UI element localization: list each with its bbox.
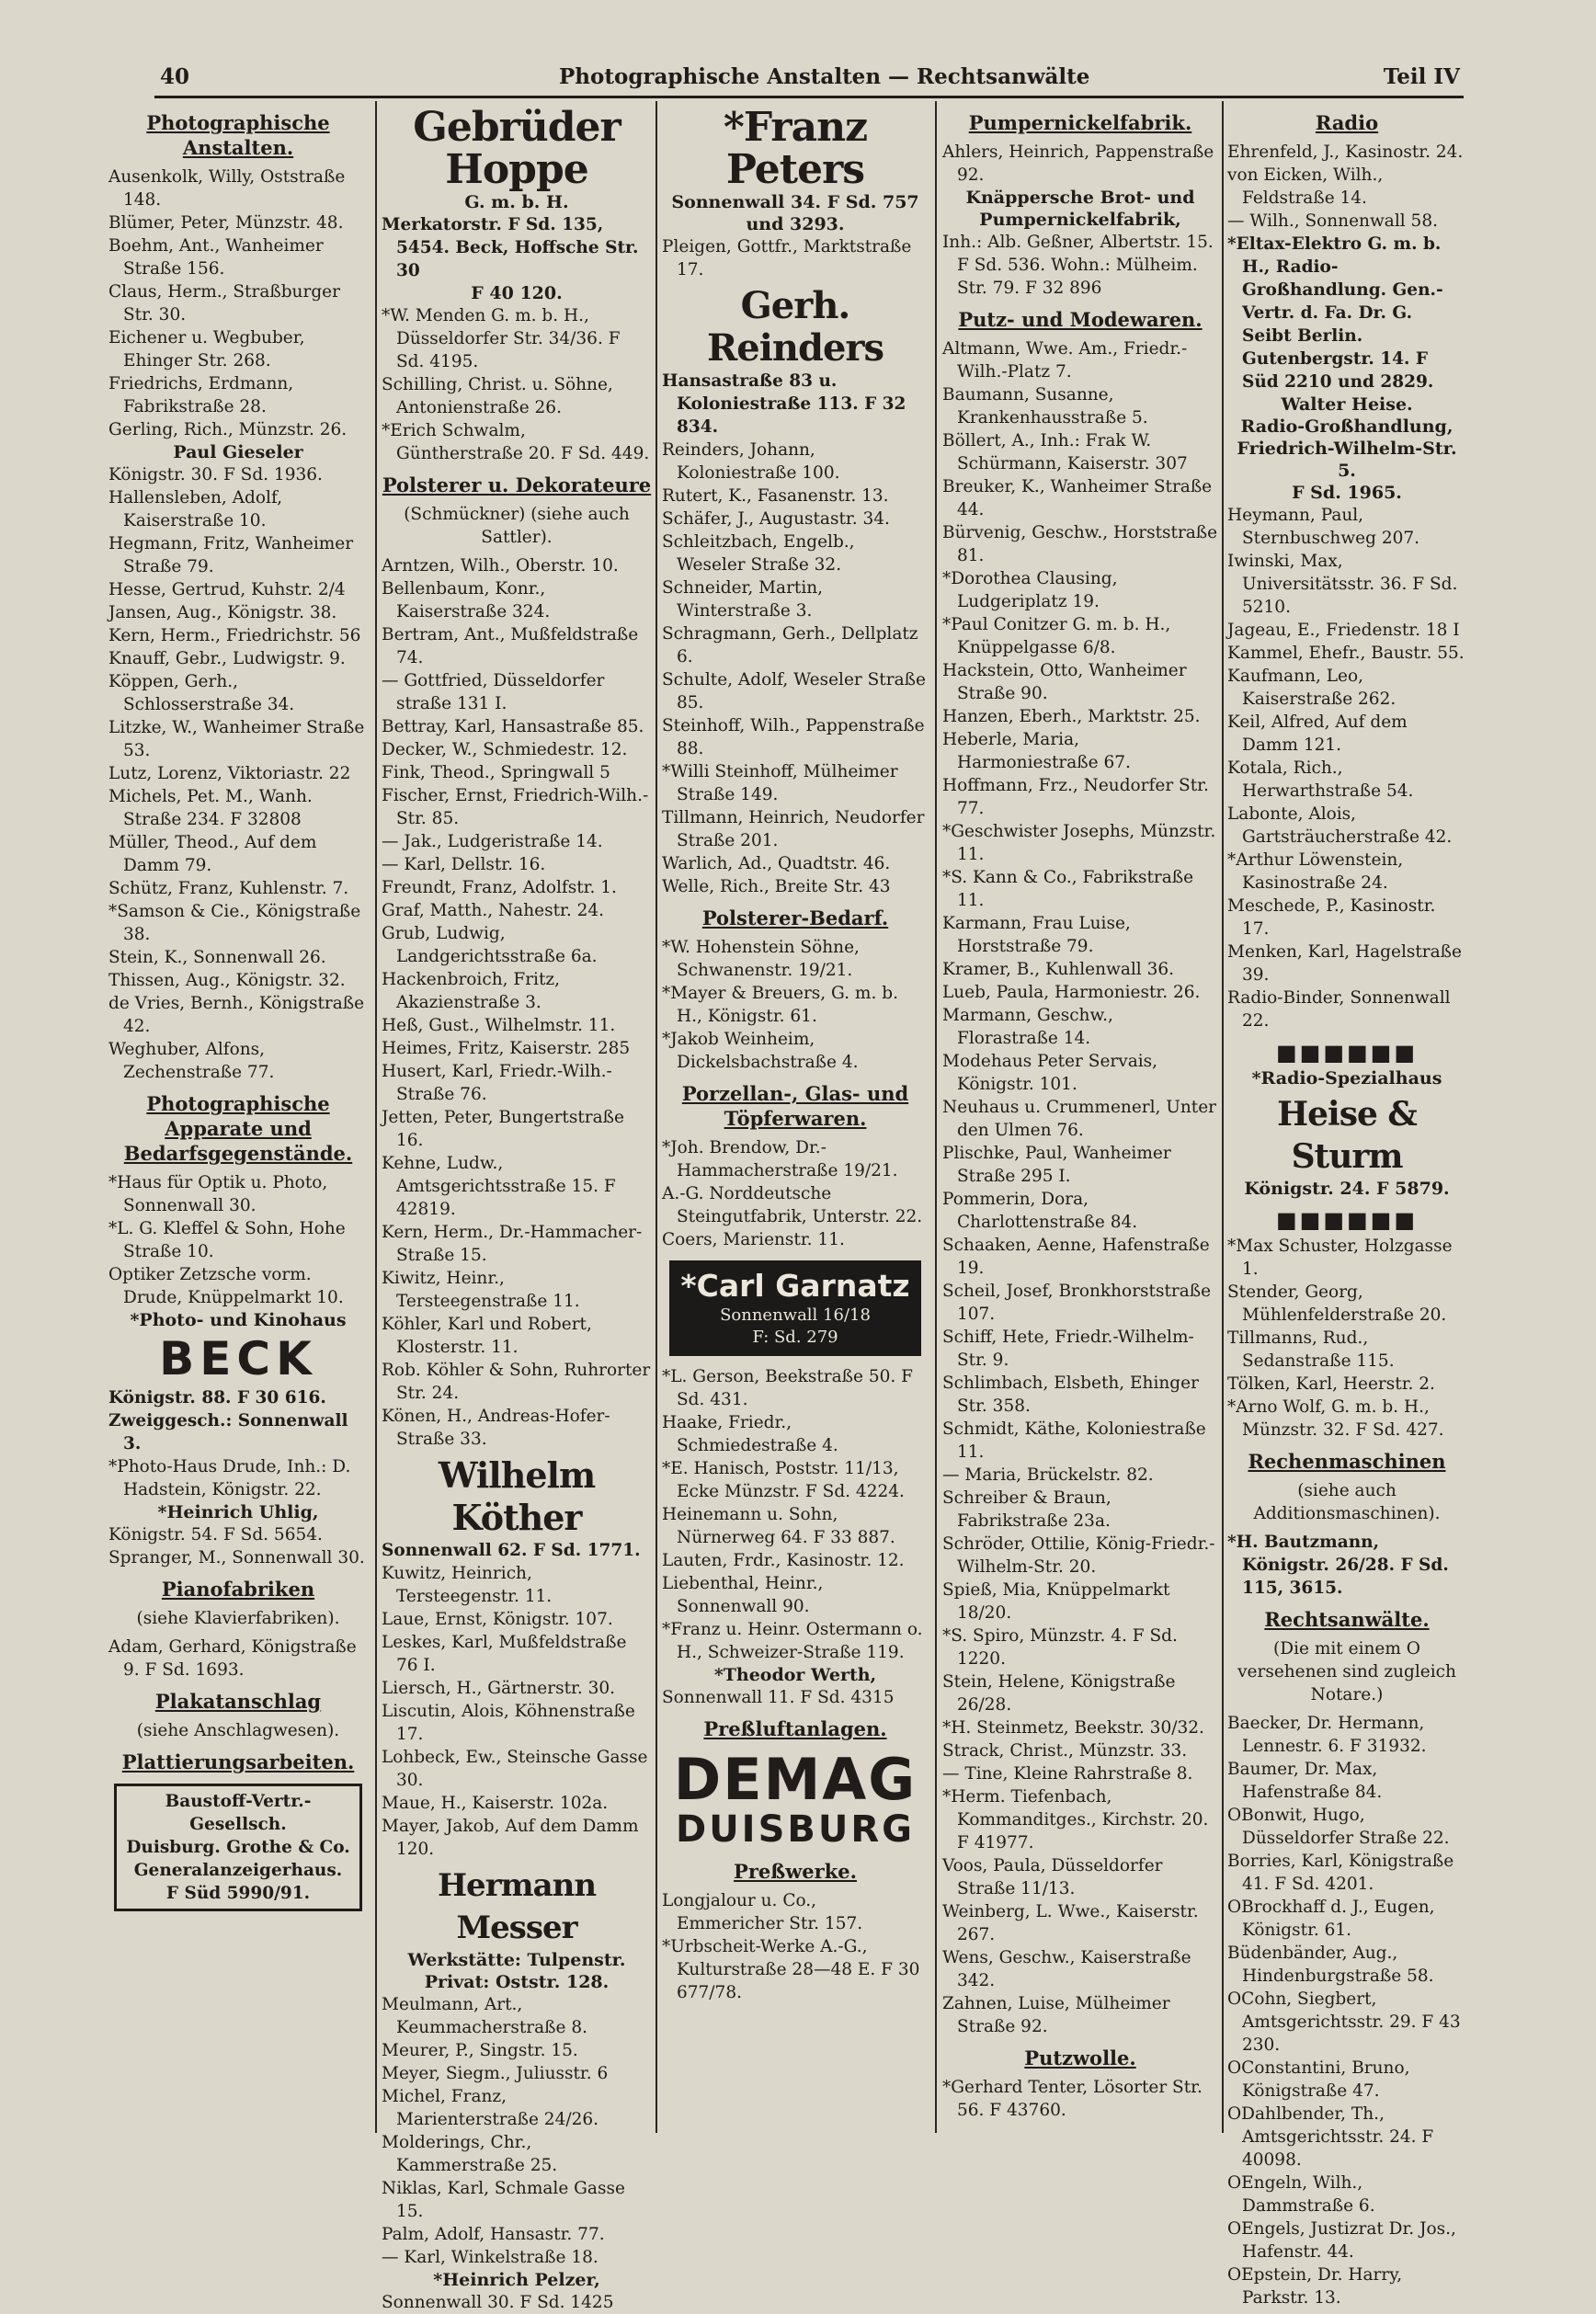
directory-entry: Scheil, Josef, Bronkhorststraße 107.: [942, 1282, 1212, 1324]
directory-entry: *Geschwister Josephs, Münzstr. 11.: [942, 822, 1216, 864]
directory-entry: Spranger, M., Sonnenwall 30.: [108, 1548, 365, 1567]
ad-address: Königstr. 24. F 5879.: [1244, 1179, 1450, 1199]
ad-line: Merkatorstr. F Sd. 135, 5454. Beck, Hoffsche Str. 30: [382, 215, 639, 280]
entry-list: [108, 1455, 368, 1501]
advert-box: [114, 1784, 362, 1911]
entry-list: [942, 231, 1218, 300]
directory-entry: Michels, Pet. M., Wanh. Straße 234. F 32808: [108, 787, 313, 829]
directory-entry: Friedrichs, Erdmann, Fabrikstraße 28.: [108, 374, 294, 416]
directory-entry: Molderings, Chr., Kammerstraße 25.: [382, 2133, 558, 2175]
ad-line: Radio-Großhandlung,: [1240, 416, 1454, 437]
directory-entry: *L. Gerson, Beekstraße 50. F Sd. 431.: [662, 1367, 914, 1409]
section-note: (siehe auch Additionsmaschinen).: [1253, 1481, 1441, 1523]
directory-entry: Voos, Paula, Düsseldorfer Straße 11/13.: [942, 1856, 1163, 1898]
ad-name: *Heinrich Uhlig,: [157, 1502, 319, 1522]
directory-entry: *H. Steinmetz, Beekstr. 30/32.: [942, 1718, 1204, 1738]
ad-address: Königstr. 30. F Sd. 1936.: [108, 465, 323, 484]
directory-entry: Schleitzbach, Engelb., Weseler Straße 32.: [662, 532, 855, 575]
directory-entry: Niklas, Karl, Schmale Gasse 15.: [382, 2179, 625, 2221]
directory-entry: — Wilh., Sonnenwall 58.: [1227, 211, 1438, 231]
directory-entry: — Tine, Kleine Rahrstraße 8.: [942, 1764, 1193, 1784]
directory-entry: Jansen, Aug., Königstr. 38.: [108, 603, 337, 622]
ad-koether: Wilhelm Köther: [438, 1454, 596, 1538]
directory-entry: *Photo-Haus Drude, Inh.: D. Hadstein, Königstr. 22.: [108, 1457, 351, 1499]
entry-list: [662, 1136, 929, 1251]
directory-entry: OConstantini, Bruno, Königstraße 47.: [1227, 2058, 1410, 2101]
section-note: (Schmückner) (siehe auch Sattler).: [404, 505, 630, 547]
directory-entry: Knauff, Gebr., Ludwigstr. 9.: [108, 649, 346, 668]
directory-entry: Haake, Friedr., Schmiedestraße 4.: [662, 1413, 838, 1455]
directory-entry: Baumann, Susanne, Krankenhausstraße 5.: [942, 385, 1148, 427]
directory-entry: Schragmann, Gerh., Dellplatz 6.: [662, 624, 918, 667]
directory-entry: *L. G. Kleffel & Sohn, Hohe Straße 10.: [108, 1219, 346, 1261]
directory-entry: *Herm. Tiefenbach, Kommanditges., Kirchstr. 20. F 41977.: [942, 1787, 1209, 1852]
directory-entry: OBrockhaff d. J., Eugen, Königstr. 61.: [1227, 1898, 1435, 1940]
directory-entry: Könen, H., Andreas-Hofer-Straße 33.: [382, 1407, 610, 1449]
entry-list: [382, 304, 652, 465]
column-divider: [375, 101, 377, 2133]
header-rule: [154, 96, 1464, 98]
ad-line: Privat: Oststr. 128.: [424, 1972, 610, 1992]
directory-entry: Ausenkolk, Willy, Oststraße 148.: [108, 167, 346, 210]
column-4: [942, 103, 1218, 2135]
directory-entry: Wens, Geschw., Kaiserstraße 342.: [942, 1948, 1191, 1990]
column-divider: [935, 101, 937, 2133]
directory-entry: Jageau, E., Friedenstr. 18 I: [1227, 621, 1460, 640]
directory-entry: *Paul Conitzer G. m. b. H., Knüppelgasse 6/8.: [942, 615, 1171, 657]
directory-entry: *S. Spiro, Münzstr. 4. F Sd. 1220.: [942, 1626, 1178, 1669]
directory-entry: Bellenbaum, Konr., Kaiserstraße 324.: [382, 579, 551, 621]
entry-list: [108, 165, 368, 441]
directory-entry: Strack, Christ., Münzstr. 33.: [942, 1741, 1188, 1761]
directory-entry: Pleigen, Gottfr., Marktstraße 17.: [662, 237, 912, 279]
page-header: [154, 64, 1464, 97]
demag-logo: DEMAG: [673, 1746, 918, 1813]
ad-phone: F: Sd. 279: [752, 1328, 838, 1347]
entry-list: [108, 486, 368, 1084]
section-heading: Photographische Anstalten.: [146, 111, 330, 159]
ad-heise-sturm: Heise & Sturm: [1277, 1095, 1417, 1176]
directory-entry: Leskes, Karl, Mußfeldstraße 76 I.: [382, 1633, 627, 1675]
column-2: [382, 103, 652, 2312]
directory-entry: Karmann, Frau Luise, Horststraße 79.: [942, 914, 1131, 956]
section-heading: Polsterer-Bedarf.: [701, 906, 889, 929]
directory-entry: Kern, Herm., Friedrichstr. 56: [108, 626, 361, 645]
directory-entry: Kammel, Ehefr., Baustr. 55.: [1227, 644, 1465, 663]
decorative-blocks: ■■■■■■: [1275, 1207, 1419, 1233]
ad-bautzmann: *H. Bautzmann, Königstr. 26/28. F Sd. 115, 3615.: [1227, 1533, 1449, 1598]
directory-entry: Plischke, Paul, Wanheimer Straße 295 I.: [942, 1144, 1171, 1186]
directory-entry: Eichener u. Wegbuber, Ehinger Str. 268.: [108, 328, 305, 370]
ad-line: F 40 120.: [471, 283, 563, 303]
ad-name: *Carl Garnatz: [680, 1268, 910, 1304]
column-divider: [656, 101, 657, 2133]
directory-entry: Reinders, Johann, Koloniestraße 100.: [662, 440, 840, 483]
directory-entry: *Willi Steinhoff, Mülheimer Straße 149.: [662, 762, 898, 804]
directory-entry: *Joh. Brendow, Dr.-Hammacherstraße 19/21.: [662, 1138, 898, 1180]
directory-entry: OBonwit, Hugo, Düsseldorfer Straße 22.: [1227, 1806, 1450, 1848]
directory-entry: OCohn, Siegbert, Amtsgerichtsstr. 29. F 43 230.: [1227, 1989, 1461, 2055]
decorative-blocks: ■■■■■■: [1275, 1040, 1419, 1066]
directory-entry: Heberle, Maria, Harmoniestraße 67.: [942, 730, 1131, 772]
directory-entry: — Gottfried, Düsseldorfer straße 131 I.: [382, 671, 605, 713]
directory-entry: — Jak., Ludgeristraße 14.: [382, 832, 603, 851]
directory-entry: Schröder, Ottilie, König-Friedr.-Wilhelm-Str. 20.: [942, 1534, 1215, 1577]
directory-entry: Steinhoff, Wilh., Pappenstraße 88.: [662, 716, 925, 758]
ad-line: Friedrich-Wilhelm-Str. 5.: [1237, 439, 1457, 481]
directory-entry: Michel, Franz, Marienterstraße 24/26.: [382, 2087, 599, 2129]
directory-entry: Laue, Ernst, Königstr. 107.: [382, 1610, 613, 1629]
beck-logo: BECK: [159, 1332, 317, 1385]
box-line: Baustoff-Vertr.-Gesellsch.: [165, 1792, 312, 1834]
directory-entry: Warlich, Ad., Quadtstr. 46.: [662, 854, 891, 873]
directory-entry: Schilling, Christ. u. Söhne, Antonienstraße 26.: [382, 375, 613, 417]
section-heading: Polsterer u. Dekorateure: [382, 473, 652, 496]
column-1: [108, 103, 368, 2135]
directory-entry: Spieß, Mia, Knüppelmarkt 18/20.: [942, 1580, 1170, 1623]
ad-name: Knäppersche Brot- und Pumpernickelfabrik,: [965, 188, 1195, 230]
directory-entry: Schulte, Adolf, Weseler Straße 85.: [662, 670, 926, 712]
directory-entry: *Max Schuster, Holzgasse 1.: [1227, 1237, 1453, 1279]
directory-entry: *Samson & Cie., Königstraße 38.: [108, 902, 361, 944]
directory-entry: von Eicken, Wilh., Feldstraße 14.: [1227, 165, 1384, 208]
directory-entry: Heinemann u. Sohn, Nürnerweg 64. F 33 887.: [662, 1505, 895, 1547]
directory-entry: Böllert, A., Inh.: Frak W. Schürmann, Kaiserstr. 307: [942, 431, 1188, 473]
directory-entry: Pommerin, Dora, Charlottenstraße 84.: [942, 1190, 1138, 1232]
directory-entry: Litzke, W., Wanheimer Straße 53.: [108, 718, 365, 760]
entry-list: [1227, 504, 1466, 1032]
directory-entry: Menken, Karl, Hagelstraße 39.: [1227, 942, 1462, 985]
entry-list: [662, 439, 929, 898]
ad-address: Sonnenwall 62. F Sd. 1771.: [382, 1541, 641, 1560]
section-heading: Plattierungsarbeiten.: [121, 1750, 355, 1773]
directory-entry: — Maria, Brückelstr. 82.: [942, 1465, 1154, 1485]
directory-entry: Husert, Karl, Friedr.-Wilh.-Straße 76.: [382, 1062, 612, 1104]
section-heading: Preßwerke.: [734, 1860, 857, 1883]
directory-entry: Decker, W., Schmiedestr. 12.: [382, 740, 628, 759]
ad-name: *Theodor Werth,: [713, 1665, 877, 1685]
part-label: Teil IV: [1383, 64, 1460, 89]
section-heading: Pumpernickelfabrik.: [968, 111, 1192, 134]
entry-list: [942, 141, 1218, 187]
directory-entry: Schiff, Hete, Friedr.-Wilhelm-Str. 9.: [942, 1328, 1194, 1370]
directory-entry: Schmidt, Käthe, Koloniestraße 11.: [942, 1419, 1206, 1462]
directory-entry: *Dorothea Clausing, Ludgeriplatz 19.: [942, 569, 1118, 611]
directory-entry: Kotala, Rich., Herwarthstraße 54.: [1227, 758, 1414, 801]
section-note: (siehe Klavierfabriken).: [136, 1609, 340, 1628]
section-heading: Putzwolle.: [1024, 2046, 1136, 2069]
directory-entry: Schlimbach, Elsbeth, Ehinger Str. 358.: [942, 1374, 1199, 1416]
directory-entry: Hackenbroich, Fritz, Akazienstraße 3.: [382, 970, 561, 1012]
directory-entry: Baumer, Dr. Max, Hafenstraße 84.: [1227, 1760, 1383, 1802]
directory-entry: Heß, Gust., Wilhelmstr. 11.: [382, 1016, 616, 1035]
section-heading: Preßluftanlagen.: [703, 1717, 887, 1740]
directory-entry: Blümer, Peter, Münzstr. 48.: [108, 213, 344, 233]
directory-entry: Lutz, Lorenz, Viktoriastr. 22: [108, 764, 351, 783]
directory-entry: Liscutin, Alois, Köhnenstraße 17.: [382, 1702, 635, 1744]
directory-entry: Tillmann, Heinrich, Neudorfer Straße 201.: [662, 808, 925, 850]
directory-entry: Breuker, K., Wanheimer Straße 44.: [942, 477, 1213, 519]
directory-entry: A.-G. Norddeutsche Steingutfabrik, Unterstr. 22.: [662, 1184, 923, 1226]
directory-entry: *Arthur Löwenstein, Kasinostraße 24.: [1227, 850, 1404, 893]
directory-entry: Schreiber & Braun, Fabrikstraße 23a.: [942, 1488, 1112, 1531]
section-note: (siehe Anschlagwesen).: [136, 1721, 340, 1740]
ad-line: Walter Heise.: [1281, 394, 1413, 415]
directory-entry: Hoffmann, Frz., Neudorfer Str. 77.: [942, 776, 1209, 818]
directory-entry: *Jakob Weinheim, Dickelsbachstraße 4.: [662, 1030, 859, 1072]
box-line: Generalanzeigerhaus.: [133, 1861, 343, 1880]
directory-entry: Heimes, Fritz, Kaiserstr. 285: [382, 1039, 631, 1058]
directory-entry: Bertram, Ant., Mußfeldstraße 74.: [382, 625, 639, 667]
column-divider: [1222, 101, 1224, 2133]
directory-entry: *Franz u. Heinr. Ostermann o. H., Schweizer-Straße 119.: [662, 1620, 923, 1662]
directory-entry: ODahlbender, Th., Amtsgerichtsstr. 24. F 40098.: [1227, 2104, 1434, 2170]
directory-entry: Stein, K., Sonnenwall 26.: [108, 948, 326, 967]
directory-entry: Hackstein, Otto, Wanheimer Straße 90.: [942, 661, 1187, 703]
directory-entry: Meulmann, Art., Keummacherstraße 8.: [382, 1995, 588, 2037]
directory-entry: Borries, Karl, Königstraße 41. F Sd. 4201.: [1227, 1852, 1454, 1894]
directory-entry: OEngels, Justizrat Dr. Jos., Hafenstr. 44.: [1227, 2219, 1456, 2262]
entry-list: [1227, 1235, 1466, 1442]
directory-entry: Schneider, Martin, Winterstraße 3.: [662, 578, 824, 621]
directory-entry: Fink, Theod., Springwall 5: [382, 763, 610, 782]
directory-entry: Rutert, K., Fasanenstr. 13.: [662, 486, 889, 506]
directory-entry: Rob. Köhler & Sohn, Ruhrorter Str. 24.: [382, 1361, 651, 1403]
section-heading: Photographische Apparate und Bedarfsgegenstände.: [123, 1092, 353, 1165]
directory-entry: Köhler, Karl und Robert, Klosterstr. 11.: [382, 1315, 592, 1357]
directory-entry: *Mayer & Breuers, G. m. b. H., Königstr. 61.: [662, 984, 898, 1026]
directory-entry: — Karl, Winkelstraße 18.: [382, 2248, 598, 2267]
ad-address: Zweiggesch.: Sonnenwall 3.: [108, 1411, 348, 1453]
directory-entry: Longjalour u. Co., Emmericher Str. 157.: [662, 1891, 863, 1933]
directory-entry: Inh.: Alb. Geßner, Albertstr. 15. F Sd. 536. Wohn.: Mülheim. Str. 79. F 32 896: [942, 233, 1214, 298]
directory-entry: OEngeln, Wilh., Dammstraße 6.: [1227, 2173, 1375, 2216]
ad-garnatz: [669, 1260, 921, 1356]
directory-entry: Lueb, Paula, Harmoniestr. 26.: [942, 983, 1201, 1002]
directory-entry: Modehaus Peter Servais, Königstr. 101.: [942, 1052, 1158, 1094]
directory-entry: Freundt, Franz, Adolfstr. 1.: [382, 878, 617, 897]
directory-entry: *Arno Wolf, G. m. b. H., Münzstr. 32. F Sd. 427.: [1227, 1397, 1444, 1440]
directory-entry: Kehne, Ludw., Amtsgerichtsstraße 15. F 42819.: [382, 1154, 616, 1219]
directory-entry: Radio-Binder, Sonnenwall 22.: [1227, 988, 1451, 1031]
ad-messer: Hermann Messer: [437, 1867, 597, 1946]
section-heading: Radio: [1315, 111, 1379, 134]
directory-entry: Schaaken, Aenne, Hafenstraße 19.: [942, 1236, 1210, 1278]
entry-list: [108, 1171, 368, 1309]
directory-entry: Lauten, Frdr., Kasinostr. 12.: [662, 1551, 905, 1570]
ad-line: Sonnenwall 34. F Sd. 757 und 3293.: [671, 192, 919, 234]
section-heading: Plakatanschlag: [154, 1690, 322, 1713]
ad-address: Sonnenwall 30. F Sd. 1425: [382, 2293, 614, 2312]
directory-entry: Meschede, P., Kasinostr. 17.: [1227, 896, 1436, 939]
directory-entry: — Karl, Dellstr. 16.: [382, 855, 546, 874]
ad-reinders: Gerh. Reinders: [707, 284, 884, 370]
directory-entry: Meurer, P., Singstr. 15.: [382, 2041, 578, 2060]
directory-entry: *S. Kann & Co., Fabrikstraße 11.: [942, 868, 1194, 910]
directory-entry: Hesse, Gertrud, Kuhstr. 2/4: [108, 580, 346, 599]
ad-name: Paul Gieseler: [173, 442, 303, 462]
directory-entry: Kiwitz, Heinr., Tersteegenstraße 11.: [382, 1269, 580, 1311]
directory-entry: Palm, Adolf, Hansastr. 77.: [382, 2225, 605, 2244]
directory-entry: Hanzen, Eberh., Marktstr. 25.: [942, 707, 1201, 726]
directory-entry: Gerling, Rich., Münzstr. 26.: [108, 420, 348, 439]
directory-entry: *Erich Schwalm, Güntherstraße 20. F Sd. 449.: [382, 421, 650, 463]
directory-entry: Meyer, Siegm., Juliusstr. 6: [382, 2064, 609, 2083]
directory-entry: Ehrenfeld, J., Kasinostr. 24.: [1227, 142, 1464, 162]
column-3: [662, 103, 929, 2135]
directory-entry: Köppen, Gerh., Schlosserstraße 34.: [108, 672, 295, 714]
directory-entry: *Gerhard Tenter, Lösorter Str. 56. F 43760.: [942, 2078, 1203, 2120]
entry-list: [108, 1546, 368, 1569]
directory-entry: Hegmann, Fritz, Wanheimer Straße 79.: [108, 534, 354, 576]
directory-entry: Welle, Rich., Breite Str. 43: [662, 877, 891, 896]
entry-list: [942, 2076, 1218, 2122]
entry-list: [662, 936, 929, 1074]
directory-entry: Adam, Gerhard, Königstraße 9. F Sd. 1693.: [108, 1637, 357, 1680]
entry-list: [1227, 1712, 1466, 2309]
entry-list: [662, 1365, 929, 1664]
ad-peters: *Franz Peters: [723, 104, 868, 193]
directory-entry: Stender, Georg, Mühlenfelderstraße 20.: [1227, 1282, 1447, 1325]
ad-address: Sonnenwall 16/18: [720, 1305, 871, 1325]
ad-name: *Heinrich Pelzer,: [433, 2270, 600, 2290]
directory-entry: Tölken, Karl, Heerstr. 2.: [1227, 1374, 1435, 1394]
directory-entry: Arntzen, Wilh., Oberstr. 10.: [382, 556, 619, 576]
directory-entry: Tillmanns, Rud., Sedanstraße 115.: [1227, 1328, 1395, 1371]
entry-list: [1227, 141, 1466, 233]
directory-entry: Claus, Herm., Straßburger Str. 30.: [108, 282, 340, 325]
directory-entry: Ahlers, Heinrich, Pappenstraße 92.: [942, 142, 1214, 185]
ad-subtitle: G. m. b. H.: [464, 192, 569, 212]
ad-address: Königstr. 88. F 30 616.: [108, 1388, 326, 1408]
ad-eltax: *Eltax-Elektro G. m. b. H., Radio-Großhandlung. Gen.-Vertr. d. Fa. Dr. G. Seibt Berlin. Gutenbergstr. 14. F Süd 2210 und 2829.: [1227, 234, 1443, 392]
directory-entry: Schäfer, J., Augustastr. 34.: [662, 509, 890, 529]
page-number: 40: [160, 64, 190, 89]
directory-entry: Fischer, Ernst, Friedrich-Wilh.-Str. 85.: [382, 786, 649, 828]
ad-line: Werkstätte: Tulpenstr.: [407, 1950, 626, 1970]
section-heading: Rechtsanwälte.: [1264, 1608, 1430, 1631]
section-heading: Putz- und Modewaren.: [958, 308, 1203, 331]
running-title: Photographische Anstalten — Rechtsanwälte: [559, 64, 1090, 89]
directory-entry: de Vries, Bernh., Königstraße 42.: [108, 994, 365, 1036]
directory-entry: Coers, Marienstr. 11.: [662, 1230, 845, 1249]
directory-entry: Müller, Theod., Auf dem Damm 79.: [108, 833, 317, 875]
directory-entry: Baecker, Dr. Hermann, Lennestr. 6. F 31932.: [1227, 1714, 1427, 1756]
directory-entry: Zahnen, Luise, Mülheimer Straße 92.: [942, 1994, 1170, 2036]
directory-entry: Marmann, Geschw., Florastraße 14.: [942, 1006, 1113, 1048]
entry-list: [108, 1636, 368, 1681]
directory-entry: Stein, Helene, Königstraße 26/28.: [942, 1672, 1176, 1715]
directory-entry: Weinberg, L. Wwe., Kaiserstr. 267.: [942, 1902, 1199, 1944]
ad-demag: [662, 1746, 929, 1851]
directory-entry: *W. Hohenstein Söhne, Schwanenstr. 19/21.: [662, 938, 860, 980]
directory-entry: Iwinski, Max, Universitätsstr. 36. F Sd. 5210.: [1227, 552, 1458, 617]
directory-entry: Hallensleben, Adolf, Kaiserstraße 10.: [108, 488, 283, 530]
directory-entry: Schütz, Franz, Kuhlenstr. 7.: [108, 879, 349, 898]
directory-entry: *E. Hanisch, Poststr. 11/13, Ecke Münzstr. F Sd. 4224.: [662, 1459, 905, 1501]
entry-list: [942, 337, 1218, 2038]
directory-entry: Kramer, B., Kuhlenwall 36.: [942, 960, 1175, 979]
entry-list: [382, 554, 652, 1451]
ad-hoppe: Gebrüder Hoppe: [413, 104, 621, 193]
directory-entry: Optiker Zetzsche vorm. Drude, Knüppelmarkt 10.: [108, 1265, 344, 1307]
section-heading: Porzellan-, Glas- und Töpferwaren.: [681, 1082, 909, 1130]
ad-address: Sonnenwall 11. F Sd. 4315: [662, 1688, 895, 1707]
ad-address: Hansastraße 83 u. Koloniestraße 113. F 32 834.: [662, 371, 906, 437]
directory-entry: *Urbscheit-Werke A.-G., Kulturstraße 28—48 E. F 30 677/78.: [662, 1937, 920, 2002]
directory-entry: Kern, Herm., Dr.-Hammacher-Straße 15.: [382, 1223, 643, 1265]
directory-entry: Bettray, Karl, Hansastraße 85.: [382, 717, 644, 736]
directory-entry: Liersch, H., Gärtnerstr. 30.: [382, 1679, 616, 1698]
ad-heading: *Radio-Spezialhaus: [1251, 1068, 1442, 1089]
entry-list: [382, 1993, 652, 2269]
demag-city: DUISBURG: [676, 1808, 915, 1851]
directory-entry: Bürvenig, Geschw., Horststraße 81.: [942, 523, 1218, 565]
entry-list: [662, 235, 929, 281]
directory-entry: Liebenthal, Heinr., Sonnenwall 90.: [662, 1574, 824, 1616]
directory-entry: Heymann, Paul, Sternbuschweg 207.: [1227, 506, 1420, 548]
directory-entry: Maue, H., Kaiserstr. 102a.: [382, 1794, 609, 1813]
column-5: [1227, 103, 1466, 2308]
directory-entry: Labonte, Alois, Gartsträucherstraße 42.: [1227, 804, 1453, 847]
directory-entry: Kuwitz, Heinrich, Tersteegenstr. 11.: [382, 1564, 553, 1606]
entry-list: [382, 1562, 652, 1861]
directory-entry: Lohbeck, Ew., Steinsche Gasse 30.: [382, 1748, 648, 1790]
entry-list: [662, 1889, 929, 2004]
directory-entry: Thissen, Aug., Königstr. 32.: [108, 971, 346, 990]
directory-entry: Kaufmann, Leo, Kaiserstraße 262.: [1227, 667, 1396, 709]
section-heading: Rechenmaschinen: [1248, 1450, 1446, 1473]
box-line: F Süd 5990/91.: [165, 1884, 311, 1903]
directory-entry: Graf, Matth., Nahestr. 24.: [382, 901, 604, 920]
directory-entry: Keil, Alfred, Auf dem Damm 121.: [1227, 712, 1408, 755]
directory-entry: Grub, Ludwig, Landgerichtsstraße 6a.: [382, 924, 598, 966]
directory-entry: Neuhaus u. Crummenerl, Unter den Ulmen 76.: [942, 1098, 1217, 1140]
directory-entry: *W. Menden G. m. b. H., Düsseldorfer Str. 34/36. F Sd. 4195.: [382, 306, 621, 371]
directory-entry: *Haus für Optik u. Photo, Sonnenwall 30.: [108, 1173, 328, 1215]
ad-address: Königstr. 54. F Sd. 5654.: [108, 1525, 323, 1545]
box-line: Duisburg. Grothe & Co.: [126, 1838, 350, 1857]
directory-entry: OEpstein, Dr. Harry, Parkstr. 13.: [1227, 2265, 1403, 2308]
directory-entry: Büdenbänder, Aug., Hindenburgstraße 58.: [1227, 1944, 1434, 1986]
directory-entry: Mayer, Jakob, Auf dem Damm 120.: [382, 1817, 639, 1859]
section-heading: Pianofabriken: [161, 1578, 315, 1601]
section-note: (Die mit einem O versehenen sind zugleich Notare.): [1237, 1639, 1456, 1704]
directory-entry: Jetten, Peter, Bungertstraße 16.: [382, 1108, 624, 1150]
ad-line: F Sd. 1965.: [1292, 483, 1402, 503]
directory-entry: Boehm, Ant., Wanheimer Straße 156.: [108, 236, 324, 279]
ad-heading: *Photo- und Kinohaus: [130, 1310, 347, 1330]
directory-entry: Weghuber, Alfons, Zechenstraße 77.: [108, 1040, 275, 1082]
directory-entry: Altmann, Wwe. Am., Friedr.-Wilh.-Platz 7.: [942, 339, 1188, 382]
